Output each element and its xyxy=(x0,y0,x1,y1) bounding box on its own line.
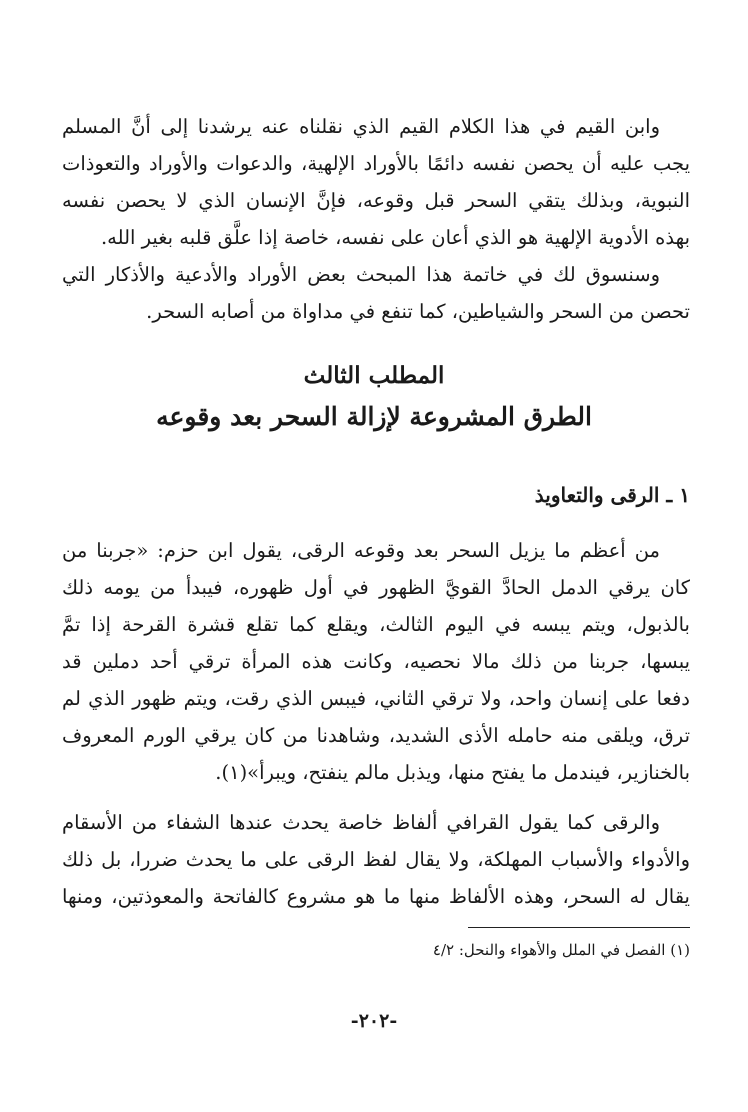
paragraph-4 xyxy=(62,804,690,915)
section-title: المطلب الثالث xyxy=(303,362,445,389)
text-line: يبسها، جربنا من ذلك مالا نحصيه، وكانت هذه المرأة ترقي أحد دملين قد xyxy=(62,650,690,673)
text-line: دفعا على إنسان واحد، ولا ترقي الثاني، فيبس الذي رقت، ويتم ظهور الذي لم xyxy=(62,687,690,710)
text-line: النبوية، وبذلك يتقي السحر قبل وقوعه، فإنَّ الإنسان الذي لا يحصن نفسه xyxy=(62,189,690,212)
paragraph-1 xyxy=(62,108,690,256)
text-line: والأدواء والأسباب المهلكة، ولا يقال لفظ الرقى على ما يحدث ضررا، بل ذلك xyxy=(62,848,690,871)
text-line: بالذبول، ويتم يبسه في اليوم الثالث، ويقلع كما تقلع قشرة القرحة إذا تمَّ xyxy=(62,613,690,636)
page-number: -٢٠٢- xyxy=(350,1010,398,1032)
text-line: يجب عليه أن يحصن نفسه دائمًا بالأوراد الإلهية، والدعوات والأوراد والتعوذات xyxy=(62,152,690,175)
subsection-heading: ١ ـ الرقى والتعاويذ xyxy=(534,483,690,507)
paragraph-2 xyxy=(62,256,690,330)
text-line: بهذه الأدوية الإلهية هو الذي أعان على نفسه، خاصة إذا علَّق قلبه بغير الله. xyxy=(100,226,690,249)
text-line: يقال له السحر، وهذه الألفاظ منها ما هو مشروع كالفاتحة والمعوذتين، ومنها xyxy=(62,885,690,908)
text-line: من أعظم ما يزيل السحر بعد وقوعه الرقى، يقول ابن حزم: «جربنا من xyxy=(62,539,660,562)
text-line: وسنسوق لك في خاتمة هذا المبحث بعض الأوراد والأدعية والأذكار التي xyxy=(62,263,660,286)
paragraph-3 xyxy=(62,532,690,791)
section-subtitle: الطرق المشروعة لإزالة السحر بعد وقوعه xyxy=(156,402,592,431)
text-line: ترق، ويلقى منه حامله الأذى الشديد، وشاهدنا من كان يرقي الورم المعروف xyxy=(62,724,690,747)
text-line: كان يرقي الدمل الحادَّ القويَّ الظهور في أول ظهوره، فيبدأ من يومه ذلك xyxy=(62,576,690,599)
text-line: والرقى كما يقول القرافي ألفاظ خاصة يحدث عندها الشفاء من الأسقام xyxy=(62,811,660,834)
footnote: (١) الفصل في الملل والأهواء والنحل: ٤/٢ xyxy=(432,941,690,959)
footnote-divider xyxy=(468,927,690,928)
text-line: بالخنازير، فيندمل ما يفتح منها، ويذبل مالم ينفتح، ويبرأ»(١). xyxy=(215,761,690,784)
text-line: تحصن من السحر والشياطين، كما تنفع في مداواة من أصابه السحر. xyxy=(146,300,690,323)
text-line: وابن القيم في هذا الكلام القيم الذي نقلناه عنه يرشدنا إلى أنَّ المسلم xyxy=(62,115,660,138)
